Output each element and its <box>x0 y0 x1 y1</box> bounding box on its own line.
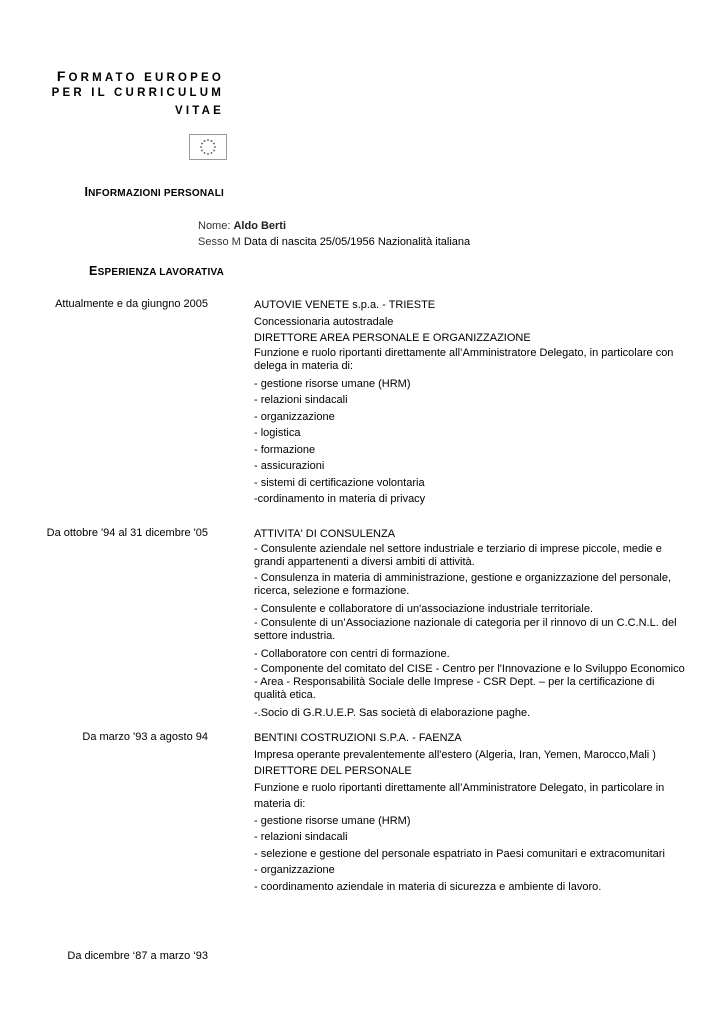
name-value: Aldo Berti <box>233 220 287 232</box>
flag-star-icon <box>213 150 215 152</box>
entry-line: Funzione e ruolo riportanti direttamente all’Amministratore Delegato, in particolare in materia di: <box>254 781 665 810</box>
birth-value: 25/05/1956 <box>319 236 375 248</box>
name-label: Nome: <box>198 220 231 232</box>
entry-line: - organizzazione <box>254 410 335 423</box>
flag-star-icon <box>200 146 202 148</box>
section-rest: NFORMAZIONI PERSONALI <box>88 188 224 199</box>
experience-entry-autovie <box>254 297 686 508</box>
experience-date: Da ottobre '94 al 31 dicembre '05 <box>46 527 208 539</box>
experience-entry-consulenza <box>254 526 686 721</box>
flag-star-icon <box>204 152 206 154</box>
flag-star-icon <box>214 146 216 148</box>
entry-line: ATTIVITA' DI CONSULENZA <box>254 528 396 540</box>
flag-star-icon <box>201 143 203 145</box>
nationality-label: Nazionalità <box>377 236 433 248</box>
flag-star-icon <box>204 140 206 142</box>
entry-line: Impresa operante prevalentemente all'estero (Algeria, Iran, Yemen, Marocco,Mali ) <box>254 748 656 761</box>
entry-line: -.Socio di G.R.U.E.P. Sas società di elaborazione paghe. <box>254 706 531 719</box>
flag-star-icon <box>207 139 209 141</box>
flag-star-icon <box>201 150 203 152</box>
entry-line: - Consulente di un’Associazione nazionale di categoria per il rinnovo di un C.C.N.L. del settore industria. <box>254 617 677 642</box>
experience-entry-bentini <box>254 730 686 895</box>
entry-line: AUTOVIE VENETE s.p.a. - TRIESTE <box>254 299 436 311</box>
entry-line: - coordinamento aziendale in materia di sicurezza e ambiente di lavoro. <box>254 880 602 893</box>
entry-line: - organizzazione <box>254 864 335 876</box>
entry-line: - Componente del comitato del CISE - Centro per l'Innovazione e lo Sviluppo Economico - Area - Responsabilità Sociale delle Imprese - CSR Dept. – per la certificazione di qualità etica. <box>254 662 685 701</box>
section-rest: SPERIENZA LAVORATIVA <box>97 267 224 278</box>
entry-line: - relazioni sindacali <box>254 831 348 843</box>
entry-line: - gestione risorse umane (HRM) <box>254 377 411 390</box>
section-cap: I <box>84 185 89 199</box>
entry-line: - relazioni sindacali <box>254 394 348 406</box>
entry-line: - sistemi di certificazione volontaria <box>254 476 425 489</box>
entry-line: DIRETTORE AREA PERSONALE E ORGANIZZAZIONE <box>254 332 531 344</box>
title-line-1 <box>57 68 224 84</box>
entry-line: DIRETTORE DEL PERSONALE <box>254 765 412 777</box>
title-line-2: PER IL CURRICULUM <box>51 87 224 99</box>
title-cap: F <box>56 68 69 84</box>
title-rest: ORMATO EUROPEO <box>68 72 224 84</box>
eu-flag-icon <box>189 134 227 160</box>
section-personal-info <box>84 185 224 199</box>
entry-line: - assicurazioni <box>254 460 325 472</box>
entry-line: -cordinamento in materia di privacy <box>254 493 426 505</box>
personal-details-row <box>198 236 470 248</box>
sex-label: Sesso M <box>198 236 241 248</box>
entry-line: Concessionaria autostradale <box>254 315 394 328</box>
experience-date: Da dicembre ‘87 a marzo ‘93 <box>67 950 208 962</box>
entry-line: BENTINI COSTRUZIONI S.P.A. - FAENZA <box>254 732 462 744</box>
entry-line: Funzione e ruolo riportanti direttamente all’Amministratore Delegato, in particolare con delega in materia di: <box>254 346 674 372</box>
entry-line: - Collaboratore con centri di formazione. <box>254 648 450 660</box>
experience-date: Attualmente e da giungno 2005 <box>55 298 208 310</box>
entry-line: - formazione <box>254 443 316 456</box>
personal-name-row <box>198 220 286 232</box>
nationality-value: italiana <box>435 236 471 248</box>
entry-line: - gestione risorse umane (HRM) <box>254 814 411 827</box>
entry-line: - logistica <box>254 427 301 439</box>
birth-label: Data di nascita <box>243 236 317 248</box>
title-line-3: VITAE <box>174 105 224 117</box>
entry-line: - Consulente aziendale nel settore industriale e terziario di imprese piccole, medie e grandi appartenenti a diversi ambiti di attività. <box>254 542 662 568</box>
entry-line: - Consulenza in materia di amministrazione, gestione e organizzazione del personale, ricerca, selezione e formazione. <box>254 571 672 597</box>
entry-line: - selezione e gestione del personale espatriato in Paesi comunitari e extracomunitari <box>254 847 665 860</box>
experience-date: Da marzo '93 a agosto 94 <box>82 731 208 743</box>
flag-star-icon <box>211 140 213 142</box>
section-work-experience <box>89 264 224 278</box>
flag-star-icon <box>207 153 209 155</box>
section-cap: E <box>89 264 98 278</box>
entry-line: - Consulente e collaboratore di un'associazione industriale territoriale. <box>254 602 594 615</box>
flag-star-icon <box>213 143 215 145</box>
flag-star-icon <box>211 152 213 154</box>
